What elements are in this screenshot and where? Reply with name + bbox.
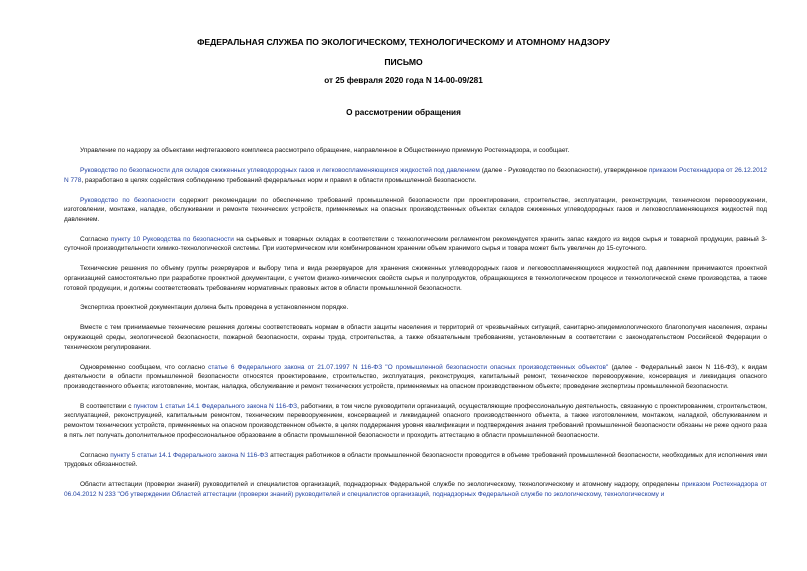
paragraph-4-text: на сырьевых и товарных складах в соответствии с технологическим регламентом рекомендуется хранить запас каждого из видов сырья и товарной продукции, равный 3-суточной производительности химико-технологической системы. При изотермическом или комбинированном хранении объем хранимого сырья и товара может быть увеличен до 15-суточного.: [64, 235, 767, 253]
paragraph-3: [64, 196, 767, 225]
paragraph-2-text-a: (далее - Руководство по безопасности), утвержденное: [479, 166, 649, 174]
paragraph-1-text: Управление по надзору за объектами нефтегазового комплекса рассмотрело обращение, направленное в Общественную приемную Ростехнадзора, и сообщает.: [80, 147, 570, 154]
paragraph-9: [64, 402, 767, 440]
paragraph-6-text: Экспертиза проектной документации должна быть проведена в установленном порядке.: [80, 304, 349, 312]
paragraph-2-text-b: , разработано в целях содействия соблюдению требований федеральных норм и правил в области промышленной безопасности.: [81, 176, 477, 184]
paragraph-8-text: (далее - Федеральный закон N 116-ФЗ), к видам деятельности в области промышленной безопасности относятся проектирование, строительство, эксплуатация, реконструкция, капитальный ремонт, техническое перевооружение, консервация и ликвидация опасного производственного объекта; изготовление, монтаж, наладка, обслуживание и ремонт технических устройств, применяемых на опасном производственном объекте; проведение экспертизы промышленной безопасности.: [64, 363, 767, 390]
paragraph-8-lead: Одновременно сообщаем, что согласно: [80, 363, 209, 371]
paragraph-5: [64, 264, 767, 293]
link-law-116-article-14-1-item-1[interactable]: пунктом 1 статьи 14.1 Федерального закона N 116-ФЗ: [133, 402, 298, 410]
link-law-116-article-14-1-item-5[interactable]: пункту 5 статьи 14.1 Федерального закона N 116-ФЗ: [110, 451, 269, 459]
paragraph-2: [64, 166, 767, 185]
link-safety-guide[interactable]: Руководство по безопасности для складов сжиженных углеводородных газов и легковоспламеняющихся жидкостей под давлением: [80, 166, 480, 174]
paragraph-10-text: аттестация работников в области промышленной безопасности проводится в объеме требований промышленной безопасности, необходимых для исполнения ими трудовых обязанностей.: [64, 451, 767, 469]
link-guide-item-10[interactable]: пункту 10 Руководства по безопасности: [110, 235, 234, 243]
link-law-116-article-6[interactable]: статье 6 Федерального закона от 21.07.1997 N 116-ФЗ "О промышленной безопасности опасных производственных объектов": [208, 363, 609, 371]
paragraph-10-lead: Согласно: [80, 451, 111, 459]
paragraph-5-text: Технические решения по объему группы резервуаров и выбору типа и вида резервуаров для хранения сжиженных углеводородных газов и легковоспламеняющихся жидкостей под давлением принимаются проектной организацией самостоятельно при разработке проектной документации, с учетом физико-химических свойств сырья и полупродуктов, обращающихся в технологическом процессе и технологической схеме производства, а также готовой продукции, и должны соответствовать требованиям нормативных правовых актов в области промышленной безопасности.: [64, 265, 767, 292]
document-body: [64, 146, 767, 510]
agency-title: ФЕДЕРАЛЬНАЯ СЛУЖБА ПО ЭКОЛОГИЧЕСКОМУ, ТЕХНОЛОГИЧЕСКОМУ И АТОМНОМУ НАДЗОРУ: [197, 37, 610, 47]
document-type: ПИСЬМО: [384, 57, 423, 67]
paragraph-11-lead: Области аттестации (проверки знаний) руководителей и специалистов организаций, поднадзорных Федеральной службе по экологическому, технологическому и атомному надзору, определены: [80, 481, 682, 489]
paragraph-11: [64, 480, 767, 499]
link-order-233[interactable]: приказом Ростехнадзора от 06.04.2012 N 233 "Об утверждении Областей аттестации (проверки знаний) руководителей и специалистов организаций, поднадзорных Федеральной службе по экологическому, технологическому и: [64, 481, 767, 498]
document-subject: О рассмотрении обращения: [346, 108, 461, 117]
paragraph-6: [64, 303, 767, 313]
paragraph-4-lead: Согласно: [80, 235, 111, 243]
document-date-number: от 25 февраля 2020 года N 14-00-09/281: [324, 76, 483, 85]
link-order-778[interactable]: приказом Ростехнадзора от 26.12.2012 N 778: [64, 166, 767, 184]
paragraph-10: [64, 451, 767, 470]
paragraph-3-text: содержит рекомендации по обеспечению требований промышленной безопасности при проектировании, строительстве, эксплуатации, реконструкции, техническом перевооружении, изготовлении, монтаже, наладке, обслуживании и ремонте технических устройств, применяемых на опасных производственных объектах складов сжиженных углеводородных газов и легковоспламеняющихся жидкостей под давлением.: [64, 196, 768, 223]
paragraph-7-text: Вместе с тем принимаемые технические решения должны соответствовать нормам в области защиты населения и территорий от чрезвычайных ситуаций, санитарно-эпидемиологического благополучия населения, охраны окружающей среды, экологической безопасности, пожарной безопасности, охраны труда, строительства, а также обязательным требованиям, установленным в соответствии с законодательством Российской Федерации о техническом регулировании.: [64, 324, 767, 351]
paragraph-9-text: , работники, в том числе руководители организаций, осуществляющие профессиональную деятельность, связанную с проектированием, строительством, эксплуатацией, реконструкцией, капитальным ремонтом, техническим перевооружением, консервацией и ликвидацией опасного производственного объекта, а также изготовлением, монтажом, наладкой, обслуживанием и ремонтом технических устройств, применяемых на опасном производственном объекте, в целях поддержания уровня квалификации и подтверждения знания требований промышленной безопасности обязаны не реже одного раза в пять лет получать дополнительное профессиональное образование в области промышленной безопасности и проходить аттестацию в области промышленной безопасности.: [64, 402, 767, 439]
link-safety-guide-short[interactable]: Руководство по безопасности: [80, 196, 176, 204]
paragraph-1: [64, 146, 767, 156]
paragraph-7: [64, 323, 767, 352]
paragraph-4: [64, 235, 767, 254]
paragraph-9-lead: В соответствии с: [80, 402, 134, 410]
paragraph-8: [64, 363, 767, 392]
